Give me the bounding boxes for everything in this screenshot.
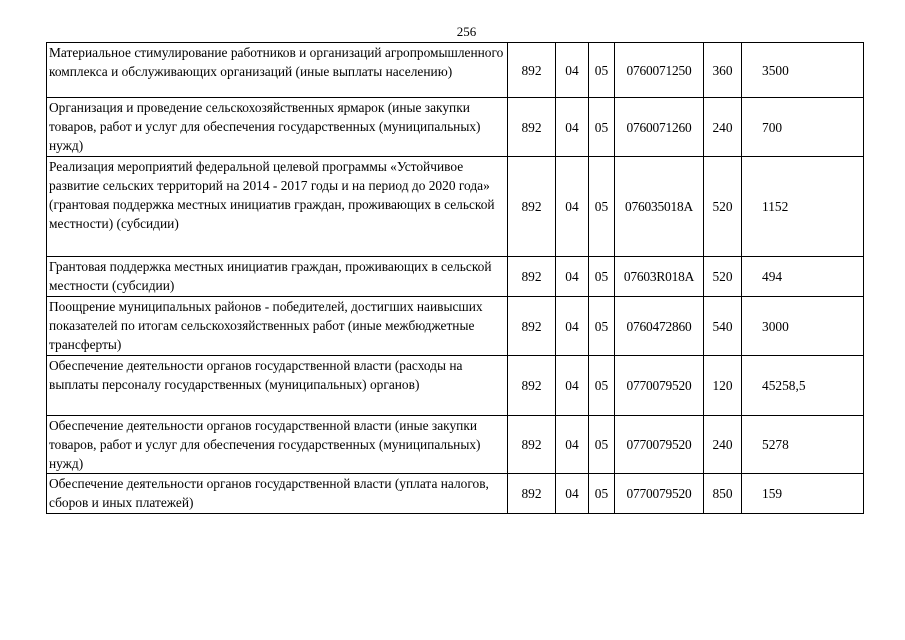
cell-vr: 240 <box>704 98 742 157</box>
cell-razdel: 04 <box>556 416 589 474</box>
table-row <box>47 416 864 474</box>
cell-ved: 892 <box>508 257 556 297</box>
cell-csr: 0760472860 <box>615 297 704 356</box>
budget-table <box>46 42 864 514</box>
cell-csr: 07603R018А <box>615 257 704 297</box>
cell-ved: 892 <box>508 416 556 474</box>
cell-vr: 850 <box>704 474 742 514</box>
cell-podrazdel: 05 <box>589 474 615 514</box>
row-description: Организация и проведение сельскохозяйственных ярмарок (иные закупки товаров, работ и услуг для обеспечения государственных (муниципальных) нужд) <box>47 98 508 157</box>
row-description: Реализация мероприятий федеральной целевой программы «Устойчивое развитие сельских территорий на 2014 - 2017 годы и на период до 2020 года» (грантовая поддержка местных инициатив граждан, проживающих в сельской местности) (субсидии) <box>47 157 508 257</box>
cell-podrazdel: 05 <box>589 43 615 98</box>
cell-ved: 892 <box>508 356 556 416</box>
cell-vr: 520 <box>704 157 742 257</box>
cell-razdel: 04 <box>556 98 589 157</box>
cell-amount: 45258,5 <box>742 356 864 416</box>
cell-amount: 494 <box>742 257 864 297</box>
cell-ved: 892 <box>508 474 556 514</box>
cell-razdel: 04 <box>556 297 589 356</box>
row-description: Обеспечение деятельности органов государственной власти (уплата налогов, сборов и иных платежей) <box>47 474 508 514</box>
row-description: Поощрение муниципальных районов - победителей, достигших наивысших показателей по итогам сельскохозяйственных работ (иные межбюджетные трансферты) <box>47 297 508 356</box>
cell-vr: 540 <box>704 297 742 356</box>
cell-razdel: 04 <box>556 474 589 514</box>
page-number: 256 <box>456 24 477 39</box>
cell-razdel: 04 <box>556 43 589 98</box>
cell-podrazdel: 05 <box>589 98 615 157</box>
row-description: Обеспечение деятельности органов государственной власти (иные закупки товаров, работ и услуг для обеспечения государственных (муниципальных) нужд) <box>47 416 508 474</box>
cell-razdel: 04 <box>556 157 589 257</box>
cell-podrazdel: 05 <box>589 257 615 297</box>
cell-podrazdel: 05 <box>589 297 615 356</box>
cell-vr: 520 <box>704 257 742 297</box>
cell-amount: 1152 <box>742 157 864 257</box>
cell-amount: 3500 <box>742 43 864 98</box>
cell-razdel: 04 <box>556 257 589 297</box>
cell-razdel: 04 <box>556 356 589 416</box>
cell-ved: 892 <box>508 43 556 98</box>
table-row <box>47 356 864 416</box>
cell-ved: 892 <box>508 157 556 257</box>
row-description: Материальное стимулирование работников и организаций агропромышленного комплекса и обслуживающих организаций (иные выплаты населению) <box>47 43 508 98</box>
row-description: Грантовая поддержка местных инициатив граждан, проживающих в сельской местности (субсидии) <box>47 257 508 297</box>
cell-csr: 0770079520 <box>615 474 704 514</box>
table-row <box>47 257 864 297</box>
table-row <box>47 297 864 356</box>
cell-ved: 892 <box>508 297 556 356</box>
table-row <box>47 43 864 98</box>
cell-amount: 700 <box>742 98 864 157</box>
cell-vr: 360 <box>704 43 742 98</box>
cell-csr: 076035018А <box>615 157 704 257</box>
cell-podrazdel: 05 <box>589 356 615 416</box>
cell-amount: 3000 <box>742 297 864 356</box>
table-row <box>47 157 864 257</box>
cell-csr: 0760071260 <box>615 98 704 157</box>
cell-amount: 5278 <box>742 416 864 474</box>
row-description: Обеспечение деятельности органов государственной власти (расходы на выплаты персоналу государственных (муниципальных) органов) <box>47 356 508 416</box>
cell-podrazdel: 05 <box>589 416 615 474</box>
table-row <box>47 474 864 514</box>
cell-csr: 0770079520 <box>615 356 704 416</box>
cell-ved: 892 <box>508 98 556 157</box>
cell-vr: 240 <box>704 416 742 474</box>
cell-vr: 120 <box>704 356 742 416</box>
cell-csr: 0760071250 <box>615 43 704 98</box>
cell-csr: 0770079520 <box>615 416 704 474</box>
cell-amount: 159 <box>742 474 864 514</box>
table-row <box>47 98 864 157</box>
cell-podrazdel: 05 <box>589 157 615 257</box>
